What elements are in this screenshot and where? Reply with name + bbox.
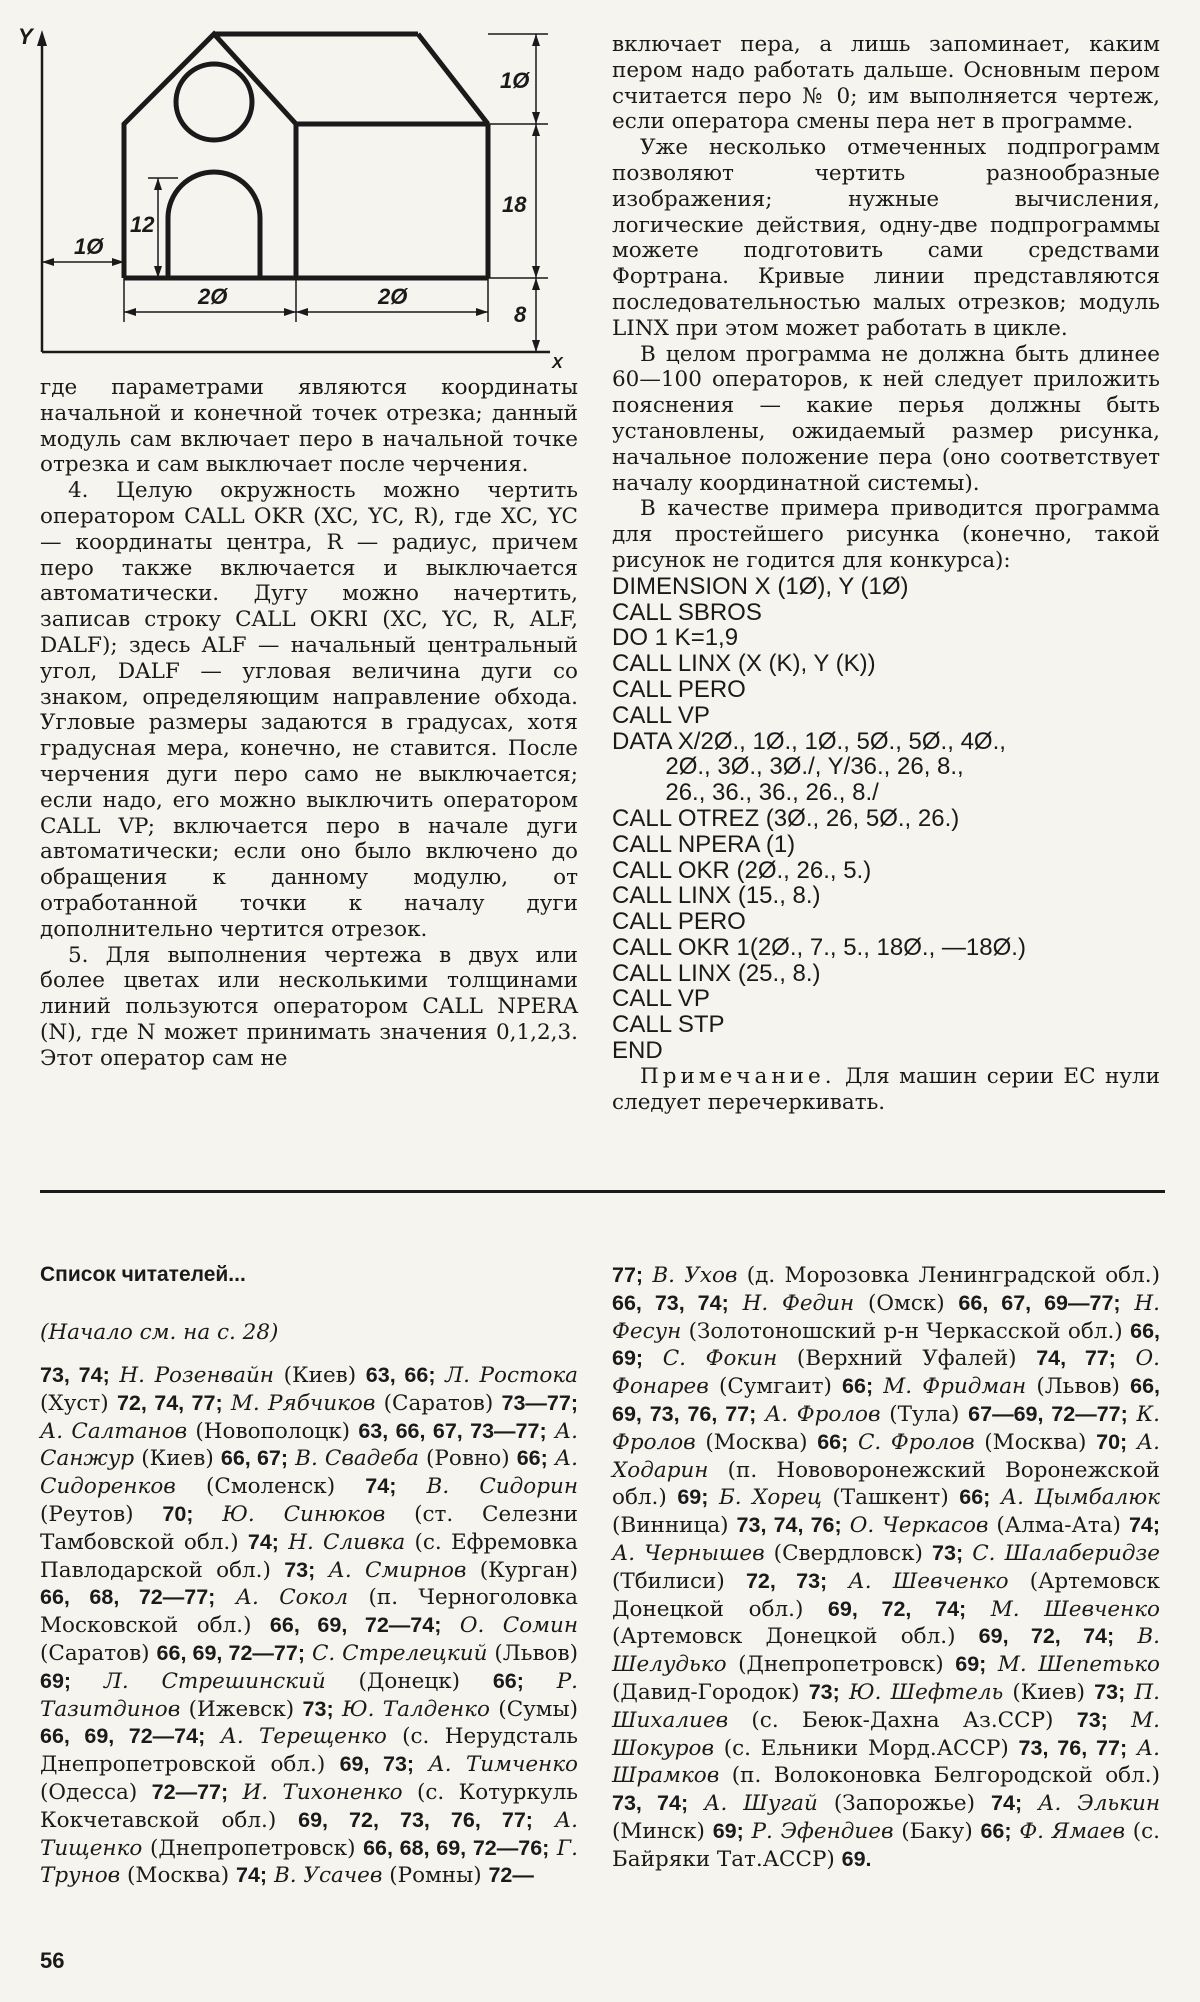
code-line: DIMENSION X (1Ø), Y (1Ø)	[612, 572, 909, 600]
note	[612, 1064, 1160, 1116]
code-line: DO 1 K=1,9	[612, 624, 739, 652]
section-divider	[40, 1190, 1165, 1193]
house-left-part	[124, 34, 296, 278]
door-arch	[168, 172, 260, 278]
right-column-bottom	[612, 1262, 1160, 1874]
paragraph-item-5: 5. Для выполнения чертежа в двух или более цветах или несколькими толщинами линий пользуются оператором CALL NPERA (N), где N может принимать значения 0,1,2,3. Этот оператор сам не	[40, 942, 578, 1071]
note-label: Примечание.	[640, 1063, 836, 1089]
dim-base-label: 8	[514, 302, 527, 327]
paragraph-example: В качестве примера приводится программа для простейшего рисунка (конечно, такой рисунок не годится для конкурса):	[612, 496, 1160, 573]
code-line: CALL LINX (15., 8.)	[612, 882, 821, 910]
right-column-top	[612, 32, 1160, 1115]
paragraph-params: где параметрами являются координаты начальной и конечной точек отрезка; данный модуль сам включает перо в начальной точке отрезка и сам выключает после черчения.	[40, 375, 578, 478]
house-drawing	[18, 22, 578, 370]
code-line: CALL NPERA (1)	[612, 830, 796, 858]
x-axis-label: X	[552, 355, 563, 370]
code-line: DATA X/2Ø., 1Ø., 1Ø., 5Ø., 5Ø., 4Ø.,	[612, 727, 1006, 755]
note-text: Для машин серии ЕС нули следует перечеркивать.	[612, 1063, 1160, 1115]
dim-door-label: 12	[130, 212, 155, 237]
code-line: CALL SBROS	[612, 598, 762, 626]
code-line: CALL OTREZ (3Ø., 26, 5Ø., 26.)	[612, 804, 960, 832]
readers-list-left: 73, 74; Н. Розенвайн (Киев) 63, 66; Л. Ростока (Хуст) 72, 74, 77; М. Рябчиков (Саратов) 73—77; А. Салтанов (Новополоцк) 63, 66, 67, 73—77; А. Санжур (Киев) 66, 67; В. Свадеба (Ровно) 66; А. Сидоренков (Смоленск) 74; В. Сидорин (Реутов) 70; Ю. Синюков (ст. Селезни Тамбовской обл.) 74; Н. Сливка (с. Ефремовка Павлодарской обл.) 73; А. Смирнов (Курган) 66, 68, 72—77; А. Сокол (п. Черноголовка Московской обл.) 66, 69, 72—74; О. Сомин (Саратов) 66, 69, 72—77; С. Стрелецкий (Львов) 69; Л. Стрешинский (Донецк) 66; Р. Тазитдинов (Ижевск) 73; Ю. Талденко (Сумы) 66, 69, 72—74; А. Терещенко (с. Нерудсталь Днепропетровской обл.) 69, 73; А. Тимченко (Одесса) 72—77; И. Тихоненко (с. Котуркуль Кокчетавской обл.) 69, 72, 73, 76, 77; А. Тищенко (Днепропетровск) 66, 68, 69, 72—76; Г. Трунов (Москва) 74; В. Усачев (Ромны) 72—	[40, 1363, 579, 1889]
dim-width2-label: 2Ø	[378, 284, 408, 309]
left-column-bottom	[40, 1262, 578, 1890]
code-line: CALL OKR (2Ø., 26., 5.)	[612, 856, 872, 884]
paragraph-pen: включает пера, а лишь запоминает, каким пером надо работать дальше. Основным пером считается перо № 0; им выполняется чертеж, если оператора смены пера нет в программе.	[612, 32, 1160, 135]
code-line: CALL LINX (25., 8.)	[612, 959, 821, 987]
window-circle	[176, 64, 252, 140]
code-line: CALL PERO	[612, 908, 746, 936]
page-number: 56	[40, 1948, 65, 1973]
y-axis-arrow	[37, 30, 47, 46]
code-line: CALL STP	[612, 1011, 725, 1039]
paragraph-item-4: 4. Целую окружность можно чертить оператором CALL OKR (XC, YC, R), где XC, YC — координаты центра, R — радиус, причем перо также включается и выключается автоматически. Дугу можно начертить, записав строку CALL OKRI (XC, YC, R, ALF, DALF); здесь ALF — начальный центральный угол, DALF — угловая величина дуги со знаком, определяющим направление обхода. Угловые размеры задаются в градусах, хотя градусная мера, конечно, не ставится. После черчения дуги перо само не выключается; если надо, его можно выключить оператором CALL VP; включается перо в начале дуги автоматически; если оно было включено до обращения к данному модулю, от отработанной точки к началу дуги дополнительно чертится отрезок.	[40, 478, 578, 942]
paragraph-subroutines: Уже несколько отмеченных подпрограмм позволяют чертить разнообразные изображения; нужные вычисления, логические действия, одну-две подпрограммы можете подготовить сами средствами Фортрана. Кривые линии представляются последовательностью малых отрезков; модуль LINX при этом может работать в цикле.	[612, 135, 1160, 341]
dim-wall-label: 18	[502, 192, 527, 217]
code-line: CALL VP	[612, 701, 710, 729]
y-axis-label: Y	[18, 24, 33, 49]
fortran-code	[612, 574, 1160, 1064]
code-line: 26., 36., 36., 26., 8./	[612, 779, 879, 807]
dim-left-label: 1Ø	[74, 234, 104, 259]
code-line: CALL OKR 1(2Ø., 7., 5., 18Ø., —18Ø.)	[612, 933, 1026, 961]
paragraph-program-length: В целом программа не должна быть длинее 60—100 операторов, к ней следует приложить пояснения — какие перья должны быть установлены, ожидаемый размер рисунка, начальное положение пера (оно соответствует началу координатной системы).	[612, 341, 1160, 496]
code-line: 2Ø., 3Ø., 3Ø./, Y/36., 26, 8.,	[612, 753, 964, 781]
readers-list-subtitle: (Начало см. на с. 28)	[40, 1320, 279, 1345]
readers-list-right: 77; В. Ухов (д. Морозовка Ленинградской обл.) 66, 73, 74; Н. Федин (Омск) 66, 67, 69—77; Н. Фесун (Золотоношский р-н Черкасской обл.) 66, 69; С. Фокин (Верхний Уфалей) 74, 77; О. Фонарев (Сумгаит) 66; М. Фридман (Львов) 66, 69, 73, 76, 77; А. Фролов (Тула) 67—69, 72—77; К. Фролов (Москва) 66; С. Фролов (Москва) 70; А. Ходарин (п. Нововоронежский Воронежской обл.) 69; Б. Хорец (Ташкент) 66; А. Цымбалюк (Винница) 73, 74, 76; О. Черкасов (Алма-Ата) 74; А. Чернышев (Свердловск) 73; С. Шалаберидзе (Тбилиси) 72, 73; А. Шевченко (Артемовск Донецкой обл.) 69, 72, 74; М. Шевченко (Артемовск Донецкой обл.) 69, 72, 74; В. Шелудько (Днепропетровск) 69; М. Шепетько (Давид-Городок) 73; Ю. Шефтель (Киев) 73; П. Шихалиев (с. Беюк-Дахна Аз.ССР) 73; М. Шокуров (с. Ельники Морд.АССР) 73, 76, 77; А. Шрамков (п. Волоконовка Белгородской обл.) 73, 74; А. Шугай (Запорожье) 74; А. Элькин (Минск) 69; Р. Эфендиев (Баку) 66; Ф. Ямаев (с. Байряки Тат.АССР) 69.	[612, 1263, 1161, 1872]
roof-right-slope	[418, 34, 488, 124]
code-line: END	[612, 1037, 663, 1065]
dim-width1-label: 2Ø	[198, 284, 228, 309]
code-line: CALL VP	[612, 985, 710, 1013]
left-column-top	[40, 375, 578, 1072]
dim-roof-label: 1Ø	[500, 68, 530, 93]
code-line: CALL LINX (X (K), Y (K))	[612, 650, 876, 678]
readers-list-title: Список читателей...	[40, 1263, 246, 1286]
code-line: CALL PERO	[612, 675, 746, 703]
